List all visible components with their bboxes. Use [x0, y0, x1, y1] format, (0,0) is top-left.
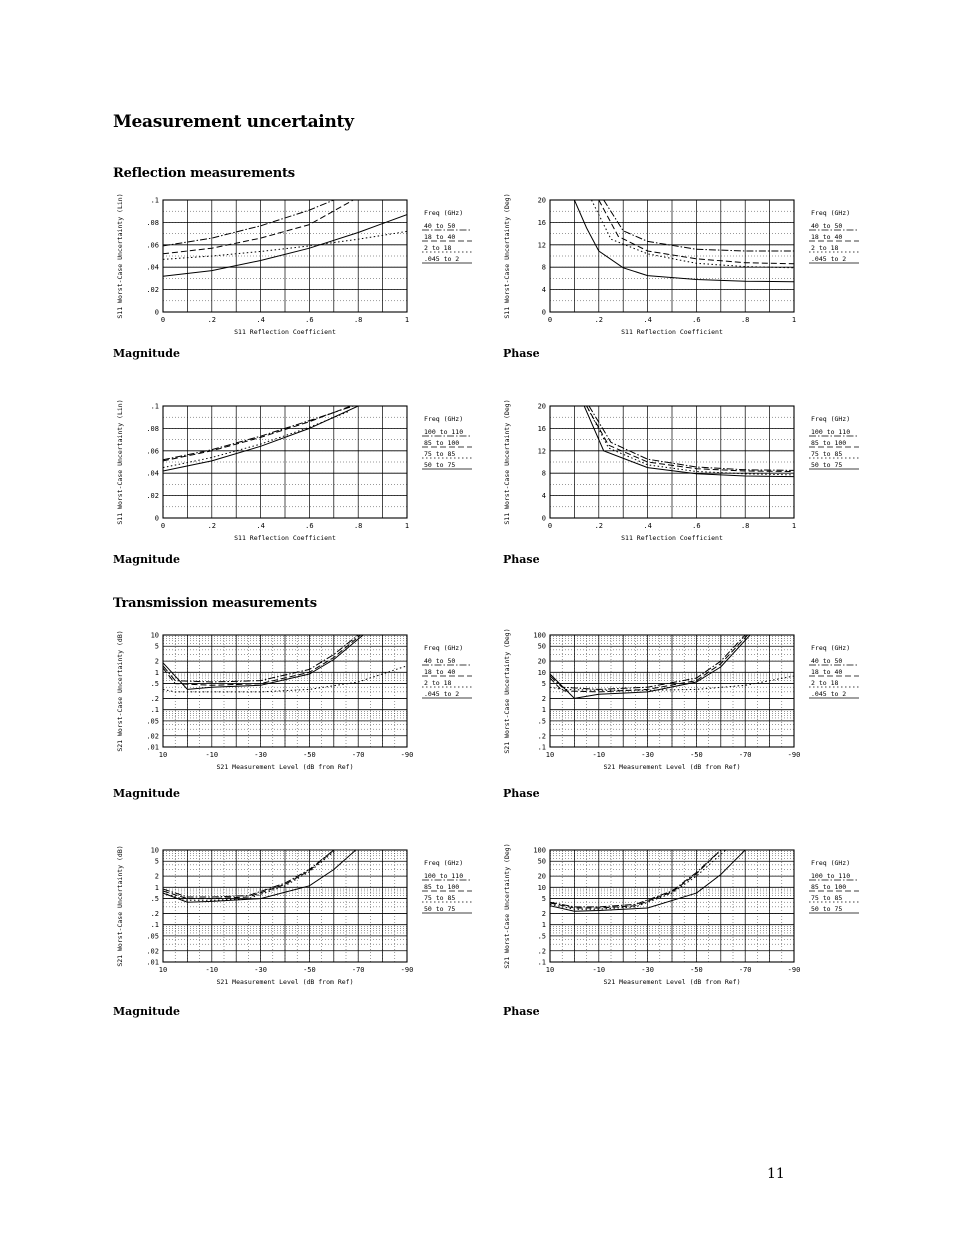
series-line-3	[584, 406, 794, 477]
x-tick-label: -30	[254, 966, 267, 974]
y-axis-label: S11 Worst-Case Uncertainty (Lin)	[116, 399, 124, 525]
y-axis-label: S11 Worst-Case Uncertainty (Deg)	[503, 399, 511, 525]
x-tick-label: -70	[351, 966, 365, 974]
y-tick-label: .04	[146, 263, 159, 272]
y-tick-label: 0	[541, 308, 546, 317]
x-tick-label: .8	[353, 316, 363, 324]
legend-entry: 50 to 75	[811, 461, 843, 469]
y-tick-label: 4	[541, 492, 546, 501]
x-tick-label: -70	[738, 751, 752, 759]
y-tick-label: .2	[150, 694, 159, 703]
legend-entry: 18 to 40	[811, 668, 843, 676]
x-tick-label: .2	[207, 316, 217, 324]
transmission-heading: Transmission measurements	[113, 596, 317, 611]
y-tick-label: .2	[537, 947, 546, 956]
x-tick-label: -70	[738, 966, 752, 974]
legend-entry: .045 to 2	[811, 255, 847, 263]
x-tick-label: -70	[351, 751, 365, 759]
y-tick-label: 2	[154, 872, 159, 881]
y-tick-label: 4	[541, 286, 546, 295]
x-axis-label: S21 Measurement Level (dB from Ref)	[603, 763, 741, 771]
grid	[550, 850, 794, 962]
y-tick-label: 16	[537, 218, 546, 227]
transmission-phase-chart-1	[500, 625, 860, 775]
legend-title: Freq (GHz)	[424, 209, 464, 217]
x-tick-label: .6	[692, 316, 701, 324]
y-axis-label: S11 Worst-Case Uncertainty (Lin)	[116, 193, 124, 319]
y-tick-label: .2	[150, 909, 159, 918]
legend-entry: 50 to 75	[811, 905, 843, 913]
x-tick-label: -90	[787, 751, 801, 759]
x-tick-label: .4	[643, 316, 652, 324]
x-tick-label: -50	[690, 966, 703, 974]
legend-entry: 2 to 18	[424, 679, 452, 687]
legend-title: Freq (GHz)	[424, 415, 464, 423]
y-tick-label: 5	[154, 857, 159, 866]
y-tick-label: .5	[150, 895, 159, 904]
x-tick-label: 10	[158, 966, 168, 974]
y-tick-label: 10	[537, 668, 546, 677]
y-tick-label: .1	[150, 921, 159, 930]
y-tick-label: 1	[541, 921, 546, 930]
y-tick-label: .08	[146, 424, 159, 433]
caption-phase-1: Phase	[503, 347, 540, 360]
x-axis-label: S11 Reflection Coefficient	[621, 534, 723, 542]
grid	[550, 200, 794, 312]
legend-entry: 75 to 85	[424, 894, 456, 902]
legend-entry: 75 to 85	[424, 450, 456, 458]
y-tick-label: 20	[537, 402, 546, 411]
y-tick-label: 50	[537, 642, 546, 651]
y-tick-label: .01	[146, 743, 159, 752]
chart-svg	[113, 625, 473, 775]
series-line-1	[587, 406, 794, 472]
y-tick-label: 1	[541, 706, 546, 715]
page-number: 11	[767, 1166, 785, 1182]
grid	[163, 635, 407, 747]
series-line-3	[574, 200, 794, 282]
y-tick-label: 2	[541, 909, 546, 918]
series-line-1	[550, 850, 721, 908]
legend-title: Freq (GHz)	[811, 209, 851, 217]
y-tick-label: .1	[537, 958, 546, 967]
x-tick-label: -30	[641, 966, 654, 974]
y-tick-label: 5	[154, 642, 159, 651]
x-tick-label: -50	[303, 966, 316, 974]
y-tick-label: .04	[146, 469, 159, 478]
legend-title: Freq (GHz)	[424, 644, 464, 652]
series-group	[584, 406, 794, 477]
series-line-2	[587, 406, 794, 475]
legend-entry: 18 to 40	[424, 668, 456, 676]
chart-svg	[113, 840, 473, 990]
transmission-magnitude-chart-2	[113, 840, 473, 990]
y-tick-label: .1	[537, 743, 546, 752]
chart-svg	[113, 190, 473, 340]
x-tick-label: -10	[205, 966, 219, 974]
y-tick-label: .05	[146, 932, 159, 941]
reflection-magnitude-chart-1	[113, 190, 473, 340]
legend-entry: 100 to 110	[811, 872, 851, 880]
legend-title: Freq (GHz)	[811, 415, 851, 423]
y-tick-label: 100	[533, 846, 546, 855]
grid	[163, 200, 407, 312]
legend-title: Freq (GHz)	[424, 859, 464, 867]
y-tick-label: 1	[154, 668, 159, 677]
y-tick-label: 50	[537, 857, 546, 866]
x-tick-label: -90	[400, 966, 414, 974]
x-tick-label: .4	[643, 522, 652, 530]
x-tick-label: .4	[256, 316, 265, 324]
y-tick-label: 8	[541, 263, 546, 272]
grid	[163, 406, 407, 518]
legend-entry: 50 to 75	[424, 461, 456, 469]
x-tick-label: 10	[545, 966, 555, 974]
x-axis-label: S21 Measurement Level (dB from Ref)	[216, 978, 354, 986]
x-axis-label: S11 Reflection Coefficient	[234, 328, 336, 336]
y-tick-label: 12	[537, 241, 546, 250]
grid	[550, 635, 794, 747]
y-tick-label: .05	[146, 717, 159, 726]
reflection-magnitude-chart-2	[113, 396, 473, 546]
y-tick-label: 0	[154, 308, 159, 317]
x-tick-label: 1	[404, 316, 410, 324]
legend-entry: 40 to 50	[811, 657, 843, 665]
transmission-magnitude-chart-1	[113, 625, 473, 775]
y-tick-label: .02	[146, 492, 159, 501]
y-axis-label: S21 Worst-Case Uncertainty (Deg)	[503, 628, 511, 754]
y-tick-label: .06	[146, 447, 159, 456]
legend-entry: 85 to 100	[424, 883, 460, 891]
legend-entry: 40 to 50	[811, 222, 843, 230]
legend-title: Freq (GHz)	[811, 859, 851, 867]
y-tick-label: .1	[150, 196, 159, 205]
legend-entry: 50 to 75	[424, 905, 456, 913]
y-tick-label: 16	[537, 424, 546, 433]
y-tick-label: 0	[541, 514, 546, 523]
chart-svg	[500, 625, 860, 775]
y-tick-label: 10	[150, 631, 159, 640]
y-tick-label: 100	[533, 631, 546, 640]
y-tick-label: .2	[537, 732, 546, 741]
y-tick-label: 10	[537, 883, 546, 892]
y-axis-label: S11 Worst-Case Uncertainty (Deg)	[503, 193, 511, 319]
x-tick-label: -10	[592, 966, 606, 974]
x-tick-label: -50	[303, 751, 316, 759]
x-tick-label: 1	[791, 522, 797, 530]
caption-magnitude-1: Magnitude	[113, 347, 180, 360]
x-axis-label: S11 Reflection Coefficient	[234, 534, 336, 542]
legend-entry: 40 to 50	[424, 657, 456, 665]
x-tick-label: .6	[305, 316, 314, 324]
series-line-3	[550, 635, 750, 698]
reflection-heading: Reflection measurements	[113, 166, 295, 181]
legend-entry: 100 to 110	[424, 428, 464, 436]
caption-magnitude-3: Magnitude	[113, 787, 180, 800]
x-tick-label: 0	[160, 522, 166, 530]
x-tick-label: -30	[641, 751, 654, 759]
series-line-0	[589, 406, 794, 470]
x-axis-label: S11 Reflection Coefficient	[621, 328, 723, 336]
caption-phase-3: Phase	[503, 787, 540, 800]
y-tick-label: 12	[537, 447, 546, 456]
y-tick-label: .1	[150, 706, 159, 715]
y-axis-label: S21 Worst-Case Uncertainty (dB)	[116, 845, 124, 967]
chart-svg	[113, 396, 473, 546]
x-tick-label: 10	[158, 751, 168, 759]
legend-entry: 2 to 18	[811, 679, 839, 687]
y-tick-label: .1	[150, 402, 159, 411]
chart-svg	[500, 840, 860, 990]
x-tick-label: .2	[594, 316, 604, 324]
reflection-phase-chart-2	[500, 396, 860, 546]
x-tick-label: 10	[545, 751, 555, 759]
legend-entry: 85 to 100	[811, 439, 847, 447]
x-tick-label: .8	[353, 522, 363, 530]
legend-entry: 85 to 100	[424, 439, 460, 447]
x-tick-label: .2	[594, 522, 604, 530]
caption-magnitude-2: Magnitude	[113, 553, 180, 566]
y-axis-label: S21 Worst-Case Uncertainty (Deg)	[503, 843, 511, 969]
x-tick-label: 0	[547, 522, 553, 530]
x-tick-label: 1	[404, 522, 410, 530]
caption-magnitude-4: Magnitude	[113, 1005, 180, 1018]
transmission-phase-chart-2	[500, 840, 860, 990]
legend-entry: .045 to 2	[424, 690, 460, 698]
y-tick-label: 20	[537, 872, 546, 881]
x-tick-label: .8	[740, 316, 750, 324]
y-tick-label: .02	[146, 286, 159, 295]
y-tick-label: .5	[537, 717, 546, 726]
legend-entry: 75 to 85	[811, 450, 843, 458]
chart-svg	[500, 396, 860, 546]
y-tick-label: 1	[154, 883, 159, 892]
x-tick-label: -90	[400, 751, 414, 759]
legend-entry: 100 to 110	[424, 872, 464, 880]
chart-svg	[500, 190, 860, 340]
y-tick-label: .06	[146, 241, 159, 250]
y-tick-label: 10	[150, 846, 159, 855]
caption-phase-2: Phase	[503, 553, 540, 566]
x-tick-label: -10	[205, 751, 219, 759]
x-tick-label: .6	[305, 522, 314, 530]
x-tick-label: .6	[692, 522, 701, 530]
y-tick-label: 8	[541, 469, 546, 478]
x-axis-label: S21 Measurement Level (dB from Ref)	[216, 763, 354, 771]
x-tick-label: .8	[740, 522, 750, 530]
x-tick-label: 1	[791, 316, 797, 324]
x-tick-label: .2	[207, 522, 217, 530]
legend-title: Freq (GHz)	[811, 644, 851, 652]
caption-phase-4: Phase	[503, 1005, 540, 1018]
y-tick-label: 0	[154, 514, 159, 523]
x-tick-label: 0	[160, 316, 166, 324]
legend-entry: 85 to 100	[811, 883, 847, 891]
x-tick-label: -50	[690, 751, 703, 759]
series-line-1	[163, 406, 351, 461]
page-title: Measurement uncertainty	[113, 112, 354, 132]
series-line-1	[163, 635, 361, 685]
legend-entry: 18 to 40	[811, 233, 843, 241]
grid	[550, 406, 794, 518]
y-axis-label: S21 Worst-Case Uncertainty (dB)	[116, 630, 124, 752]
y-tick-label: 20	[537, 657, 546, 666]
legend-entry: 2 to 18	[424, 244, 452, 252]
series-line-2	[592, 200, 795, 268]
x-tick-label: -30	[254, 751, 267, 759]
y-tick-label: .5	[537, 932, 546, 941]
series-line-0	[163, 200, 334, 246]
y-tick-label: 5	[541, 680, 546, 689]
y-tick-label: 5	[541, 895, 546, 904]
x-axis-label: S21 Measurement Level (dB from Ref)	[603, 978, 741, 986]
legend-entry: .045 to 2	[811, 690, 847, 698]
y-tick-label: 2	[154, 657, 159, 666]
reflection-phase-chart-1	[500, 190, 860, 340]
x-tick-label: 0	[547, 316, 553, 324]
series-line-2	[550, 850, 726, 909]
legend-entry: .045 to 2	[424, 255, 460, 263]
legend-entry: 100 to 110	[811, 428, 851, 436]
y-tick-label: .5	[150, 680, 159, 689]
y-tick-label: .02	[146, 732, 159, 741]
legend-entry: 18 to 40	[424, 233, 456, 241]
legend-entry: 40 to 50	[424, 222, 456, 230]
legend-entry: 75 to 85	[811, 894, 843, 902]
series-line-0	[163, 406, 353, 460]
grid	[163, 850, 407, 962]
x-tick-label: -90	[787, 966, 801, 974]
legend-entry: 2 to 18	[811, 244, 839, 252]
y-tick-label: 20	[537, 196, 546, 205]
x-tick-label: .4	[256, 522, 265, 530]
y-tick-label: .02	[146, 947, 159, 956]
x-tick-label: -10	[592, 751, 606, 759]
y-tick-label: 2	[541, 694, 546, 703]
y-tick-label: .01	[146, 958, 159, 967]
y-tick-label: .08	[146, 218, 159, 227]
series-group	[574, 200, 794, 282]
